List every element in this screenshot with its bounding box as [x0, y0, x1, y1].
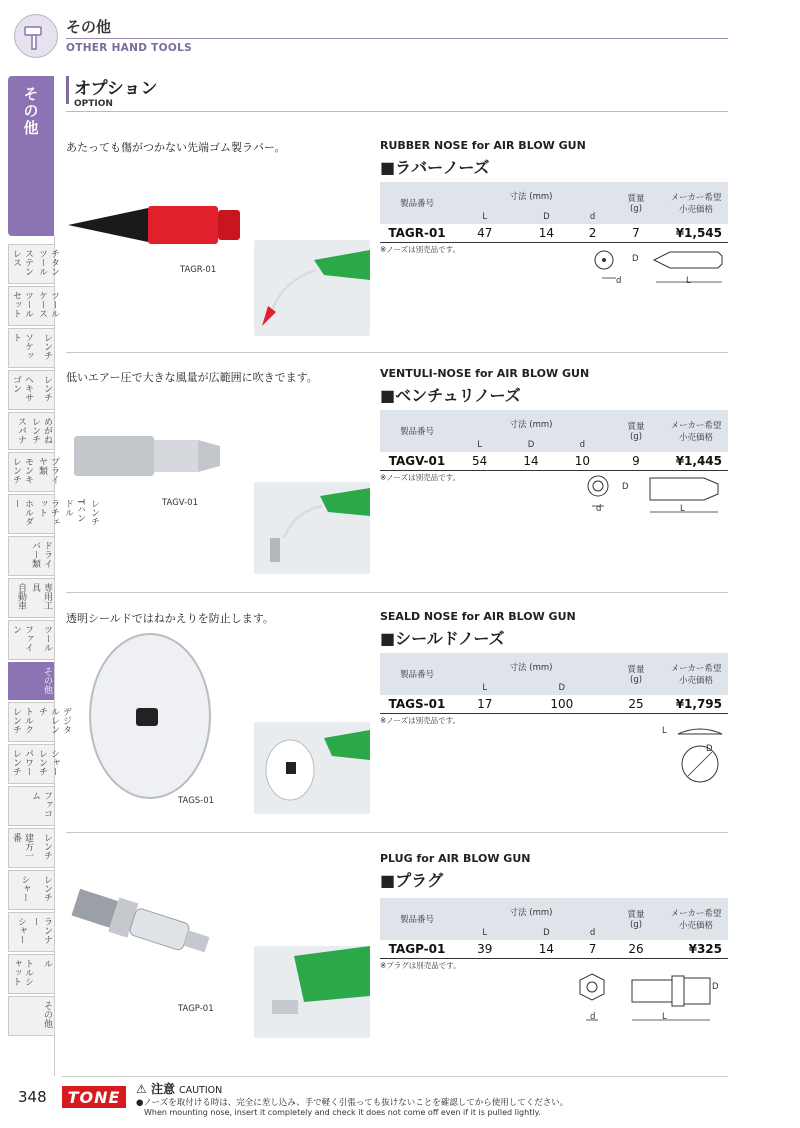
spec-table: 製品番号 寸法 (mm) 質量 (g) メーカー希望 小売価格 L D TAGS-01 17 100 25 ¥1,795 [380, 653, 728, 714]
shield-nose-image [84, 632, 214, 806]
product-description: 透明シールドではねかえりを防止します。 [66, 612, 274, 625]
sidebar-tab[interactable] [8, 702, 71, 742]
sidebar-tab-label: トルクレンチ [11, 707, 33, 734]
usage-photo [254, 946, 370, 1038]
section-subtitle: OPTION [74, 99, 113, 109]
sidebar-tab[interactable] [8, 328, 54, 368]
sidebar-tab-label: プライヤ類 [37, 457, 59, 484]
sidebar-tab[interactable] [8, 744, 59, 784]
category-icon [14, 14, 58, 58]
sidebar-tab-label: レンチ [89, 499, 99, 526]
model-number: TAGR-01 [380, 224, 454, 242]
sidebar-tab-label: Tハンドル [63, 499, 85, 523]
page-category-subtitle: OTHER HAND TOOLS [66, 42, 192, 54]
rubber-nose-image [68, 200, 243, 254]
sidebar-tab-label: ツール [42, 625, 52, 652]
sidebar-tab[interactable] [8, 536, 54, 576]
section-divider [66, 111, 728, 112]
spec-table: 製品番号 寸法 (mm) 質量 (g) メーカー希望 小売価格 L D d TAGP-01 39 14 7 26 ¥325 [380, 898, 728, 959]
sidebar-tab-label: シャーレンチ [37, 749, 59, 776]
product-name-en: SEALD NOSE for AIR BLOW GUN [380, 610, 576, 623]
product-note: ※ノーズは別売品です。 [380, 716, 461, 725]
product-note: ※ノーズは別売品です。 [380, 473, 461, 482]
sidebar-tab-label: ファイン [11, 625, 33, 652]
product-name-en: RUBBER NOSE for AIR BLOW GUN [380, 139, 586, 152]
sidebar-tab-label: スパナ [16, 417, 26, 444]
dimension-diagram [572, 970, 728, 1034]
section-marker [66, 76, 69, 104]
product-name-jp: ■ベンチュリノーズ [380, 386, 521, 405]
product-image-label: TAGR-01 [180, 265, 217, 275]
sidebar-tab-label: パワーレンチ [11, 749, 33, 776]
sidebar-tab-label: ホルダー [11, 499, 33, 526]
sidebar-tab[interactable] [8, 662, 54, 700]
usage-photo [254, 722, 370, 814]
sidebar-tab[interactable] [8, 870, 54, 910]
sidebar-tab-label: トルシャット [11, 959, 33, 986]
sidebar-active-category[interactable]: その他 [8, 76, 54, 236]
sidebar-tab-label: レンチ [42, 333, 52, 360]
sidebar-tab[interactable] [8, 370, 54, 410]
page-category-title: その他 [66, 18, 112, 36]
sidebar-tab[interactable] [8, 412, 54, 450]
product-image-label: TAGP-01 [178, 1004, 214, 1014]
sidebar-tab[interactable] [8, 452, 59, 492]
sidebar-tab-label: 建方一番 [11, 833, 33, 860]
dimension-diagram [586, 474, 726, 524]
product-name-en: PLUG for AIR BLOW GUN [380, 852, 531, 865]
sidebar-tab[interactable] [8, 996, 54, 1036]
sidebar-tab-label: ヘキサゴン [11, 375, 33, 402]
product-description: 低いエアー圧で大きな風量が広範囲に吹きでます。 [66, 371, 318, 384]
sidebar-tab-label: ツールセット [11, 291, 33, 318]
header-divider [66, 38, 728, 39]
sidebar-tab-label: レンチ [42, 833, 52, 860]
sidebar-tab-label: その他 [42, 1001, 52, 1028]
caution-text-jp: ●ノーズを取付ける時は、完全に差し込み、手で軽く引張っても抜けないことを確認してから使用してください。 [136, 1098, 569, 1108]
warning-icon: ⚠ [136, 1082, 147, 1096]
dimension-diagram [590, 248, 730, 298]
sidebar-tab[interactable] [8, 786, 54, 826]
sidebar-tab-label: シャー [19, 875, 30, 902]
sidebar-tab-label: レンチ [42, 875, 52, 902]
sidebar-tab-label: モンキレンチ [11, 457, 33, 484]
venturi-nose-image [74, 432, 224, 484]
brand-logo: TONE [62, 1086, 126, 1108]
product-image-label: TAGV-01 [162, 498, 198, 508]
spec-table: 製品番号 寸法 (mm) 質量 (g) メーカー希望 小売価格 L D d TAGR-01 47 14 2 7 ¥1,545 [380, 182, 728, 243]
price: ¥1,445 [664, 452, 728, 470]
product-image-label: TAGS-01 [178, 796, 215, 806]
sidebar-tab[interactable] [8, 620, 54, 660]
product-description: あたっても傷がつかない先端ゴム製ラバー。 [66, 141, 286, 154]
sidebar-tab-label: ソケット [11, 333, 33, 360]
sidebar-tab-label: ドライバー類 [30, 541, 52, 568]
plug-image [68, 880, 218, 974]
price: ¥1,545 [664, 224, 728, 242]
sidebar-tab-label: ツールケース [37, 291, 59, 318]
product-note: ※ノーズは別売品です。 [380, 245, 461, 254]
sidebar-tab-label: ラチェット [37, 499, 59, 526]
product-name-jp: ■プラグ [380, 871, 444, 890]
sidebar-tab[interactable] [8, 954, 54, 994]
product-name-jp: ■シールドノーズ [380, 629, 505, 648]
dimension-diagram [672, 724, 728, 790]
spec-table: 製品番号 寸法 (mm) 質量 (g) メーカー希望 小売価格 L D d TAGV-01 54 14 10 9 ¥1,445 [380, 410, 728, 471]
sidebar-tab[interactable] [8, 244, 59, 284]
sidebar-tab[interactable] [8, 578, 54, 618]
usage-photo [254, 240, 370, 336]
section-title: オプション [74, 79, 158, 99]
sidebar-tab-label: シャー [16, 917, 26, 944]
product-divider [66, 832, 728, 833]
product-divider [66, 352, 728, 353]
product-name-jp: ■ラバーノーズ [380, 158, 490, 177]
sidebar-tab[interactable] [8, 912, 54, 952]
model-number: TAGP-01 [380, 940, 454, 958]
sidebar-tab-label: レンチ [42, 375, 52, 402]
sidebar-tab-label: ランナー [30, 917, 52, 944]
price: ¥325 [664, 940, 728, 958]
price: ¥1,795 [664, 695, 728, 713]
caution-heading: ⚠ 注意 CAUTION [136, 1082, 223, 1096]
footer-divider [62, 1076, 728, 1077]
sidebar-tab-label: 専用工具 [30, 583, 52, 610]
sidebar-tab-label: ル [42, 959, 52, 968]
sidebar-tab-label: ファコム [30, 791, 52, 818]
sidebar-tab-label: 自動車 [16, 583, 26, 610]
product-divider [66, 592, 728, 593]
usage-photo [254, 482, 370, 574]
sidebar-rule [54, 236, 55, 1076]
model-number: TAGS-01 [380, 695, 454, 713]
sidebar-tab-label: デジタルレンチ [37, 707, 71, 734]
product-name-en: VENTULI-NOSE for AIR BLOW GUN [380, 367, 590, 380]
sidebar-tab-label: チタンツール [37, 249, 59, 276]
product-note: ※プラグは別売品です。 [380, 961, 461, 970]
page-number: 348 [18, 1088, 47, 1106]
sidebar-tab[interactable] [8, 286, 59, 326]
sidebar-tab-label: その他 [42, 667, 52, 694]
sidebar-tab[interactable] [8, 828, 54, 868]
sidebar-tab-label: めがねレンチ [30, 417, 52, 444]
model-number: TAGV-01 [380, 452, 454, 470]
caution-text-en: When mounting nose, insert it completely and check it does not come off even if it is pulled lightly. [144, 1108, 541, 1117]
sidebar-tab[interactable] [8, 494, 99, 534]
sidebar-tab-label: ステンレス [11, 249, 33, 276]
